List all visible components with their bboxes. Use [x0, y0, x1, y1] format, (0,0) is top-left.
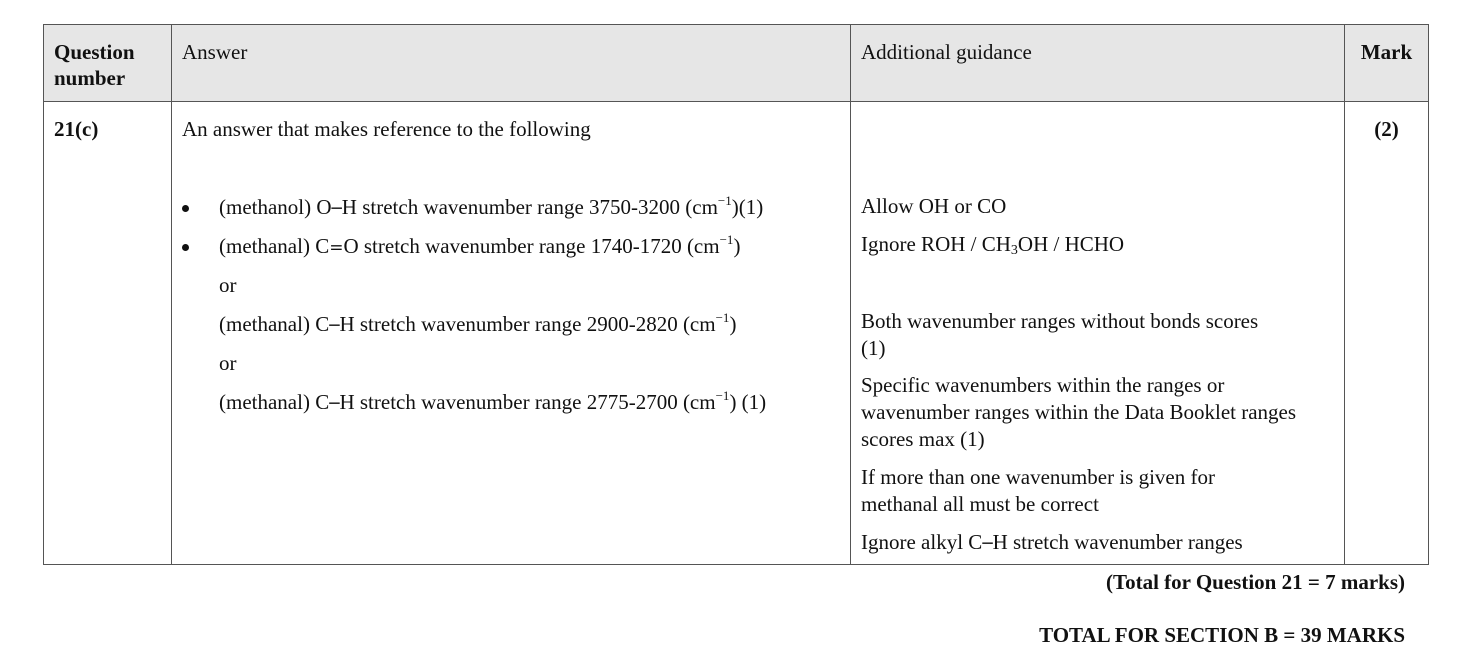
answer-line: (methanol) O─H stretch wavenumber range 3750-3200 $(cm^{-1})(1)$ — [182, 194, 840, 233]
answer-line: or — [219, 351, 237, 375]
answer-line: (methanal) C=O stretch wavenumber range 1740-1720 $(cm^{-1})$ — [182, 233, 840, 272]
answer-list — [182, 194, 840, 428]
guidance-alkyl: Ignore alkyl C─H stretch wavenumber ranges — [861, 530, 1243, 554]
answer-line: or — [219, 273, 237, 297]
mark-header: Mark — [1345, 25, 1429, 102]
answer-line: (methanal) C─H stretch wavenumber range 2775-2700 $(cm^{-1})$ (1) — [219, 388, 767, 414]
guidance-header: Additional guidance — [851, 25, 1345, 102]
guidance-cell — [851, 102, 1345, 565]
answer-cell — [172, 102, 851, 565]
question-number: 21(c) — [54, 117, 99, 141]
section-total: TOTAL FOR SECTION B = 39 MARKS — [1039, 623, 1405, 647]
answer-line: (methanal) C─H stretch wavenumber range 2900-2820 $(cm^{-1})$ — [219, 310, 737, 336]
guidance-more: If more than one wavenumber is given for methanal all must be correct — [861, 465, 1215, 516]
bullet-icon — [182, 205, 189, 212]
mark-value: (2) — [1374, 117, 1399, 141]
question-cell — [44, 102, 172, 565]
header-row — [44, 25, 1429, 102]
guidance-allow: Allow OH or CO — [861, 194, 1007, 218]
question-number-header: Question number — [44, 25, 172, 102]
mark-scheme-table — [43, 24, 1429, 565]
answer-intro: An answer that makes reference to the following — [182, 117, 591, 141]
guidance-both: Both wavenumber ranges without bonds scores (1) — [861, 309, 1259, 360]
mark-cell — [1345, 102, 1429, 565]
guidance-ignore: Ignore ROH / $CH_3OH$ / HCHO — [861, 232, 1125, 258]
guidance-specific: Specific wavenumbers within the ranges or wavenumber ranges within the Data Booklet ranges scores max (1) — [861, 373, 1297, 451]
answer-header: Answer — [172, 25, 851, 102]
question-total: (Total for Question 21 = 7 marks) — [1106, 570, 1405, 594]
bullet-icon — [182, 244, 189, 251]
answer-row — [44, 102, 1429, 565]
